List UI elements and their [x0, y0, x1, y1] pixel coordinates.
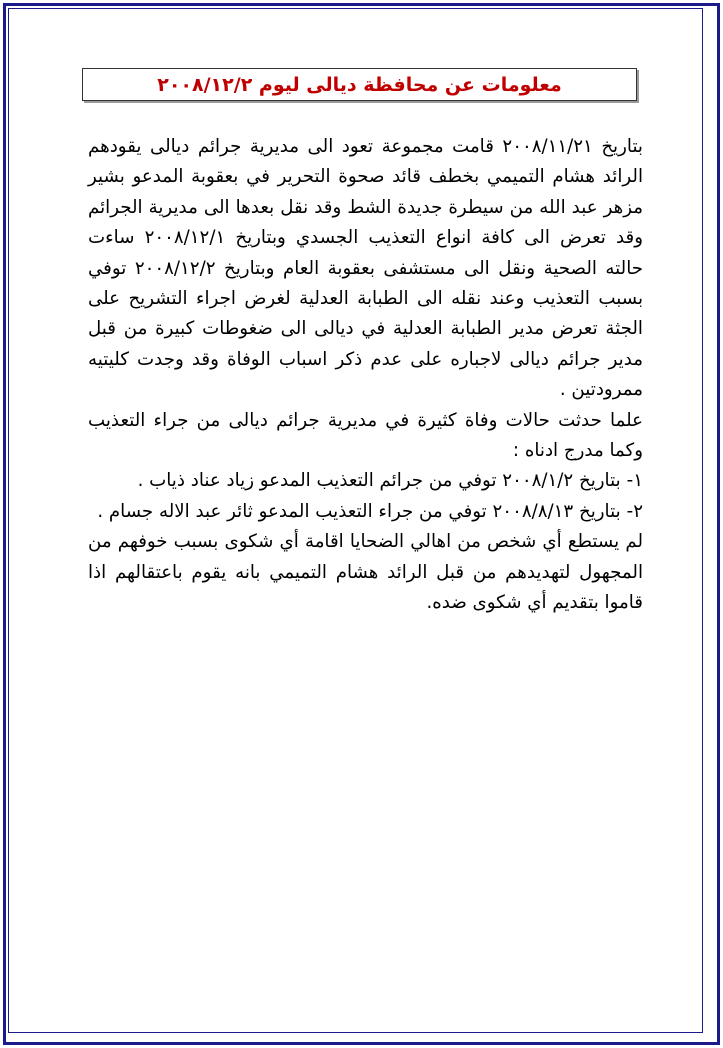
document-title: معلومات عن محافظة ديالى ليوم ٢٠٠٨/١٢/٢ [157, 73, 562, 96]
title-box [82, 68, 637, 101]
list-item-text: بتاريخ ٢٠٠٨/١/٢ توفي من جرائم التعذيب المدعو زياد عناد ذياب . [137, 470, 621, 492]
paragraph-2: علما حدثت حالات وفاة كثيرة في مديرية جرائم ديالى من جراء التعذيب وكما مدرج ادناه : [88, 409, 643, 462]
list-item [88, 497, 643, 527]
list-item-text: بتاريخ ٢٠٠٨/٨/١٣ توفي من جراء التعذيب المدعو ثائر عبد الاله جسام . [97, 500, 621, 522]
document-body [88, 132, 643, 619]
paragraph-3: لم يستطع أي شخص من اهالي الضحايا اقامة أي شكوى بسبب خوفهم من المجهول لتهديدهم من قبل الرائد هشام التميمي بانه يقوم باعتقالهم اذا قاموا بتقديم أي شكوى ضده. [88, 531, 643, 614]
list-item [88, 466, 643, 496]
list-item-number: ١- [626, 470, 643, 492]
list-item-number: ٢- [626, 500, 643, 522]
paragraph-1: بتاريخ ٢٠٠٨/١١/٢١ قامت مجموعة تعود الى مديرية جرائم ديالى يقودهم الرائد هشام التميمي بخطف قائد صحوة التحرير في بعقوبة المدعو بشير مزهر عبد الله من سيطرة جديدة الشط وقد نقل بعدها الى مديرية الجرائم وقد تعرض الى كافة انواع التعذيب الجسدي وبتاريخ ٢٠٠٨/١٢/١ ساءت حالته الصحية ونقل الى مستشفى بعقوبة العام وبتاريخ ٢٠٠٨/١٢/٢ توفي بسبب التعذيب وعند نقله الى الطبابة العدلية لغرض اجراء التشريح على الجثة تعرض مدير الطبابة العدلية في ديالى الى ضغوطات كبيرة من قبل مدير جرائم ديالى لاجباره على عدم ذكر اسباب الوفاة وقد وجدت كليتيه ممرودتين . [88, 136, 643, 401]
